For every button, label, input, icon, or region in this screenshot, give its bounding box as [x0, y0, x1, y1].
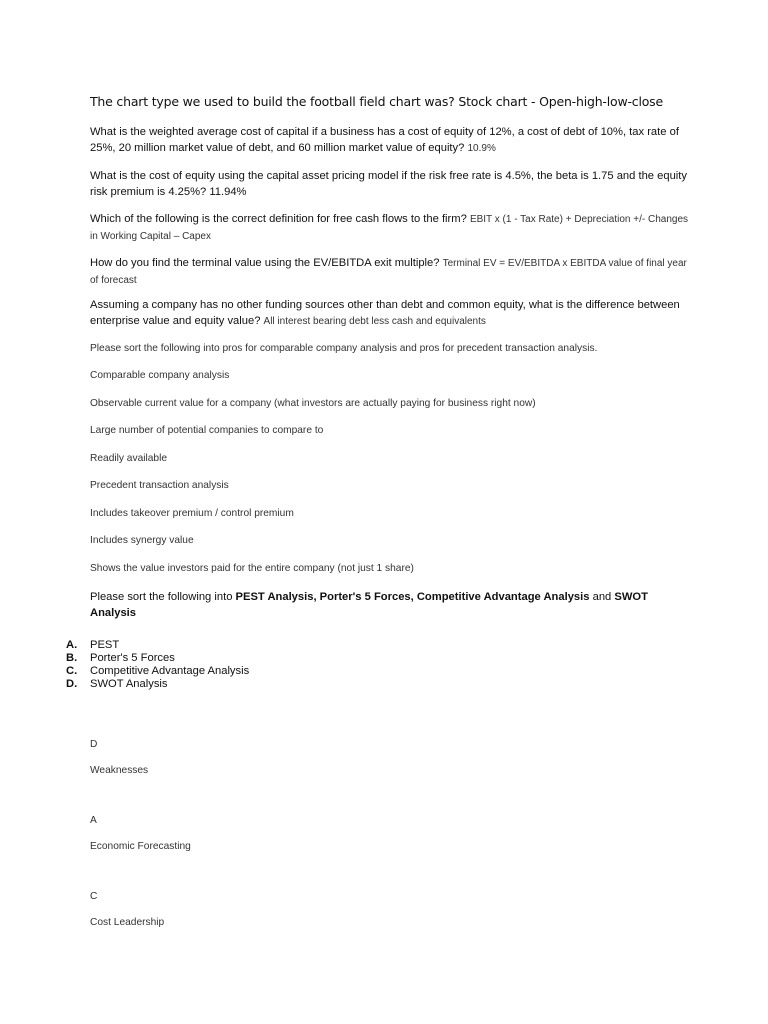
option-label: PEST: [90, 639, 120, 651]
page-heading: The chart type we used to build the football field chart was? Stock chart - Open-high-low-close: [90, 94, 663, 109]
option-marker: C.: [66, 665, 78, 677]
instruction-text: Please sort the following into: [90, 591, 236, 603]
answer-letter: D: [90, 739, 98, 750]
answer-item: Economic Forecasting: [90, 841, 191, 852]
answer-text: 10.9%: [467, 143, 496, 154]
sort-instruction-frameworks: [90, 589, 670, 621]
list-item: Readily available: [90, 453, 168, 464]
question-text: Which of the following is the correct definition for free cash flows to the firm?: [90, 213, 467, 225]
question-text: Assuming a company has no other funding sources other than debt and common equity, what is the difference between enterprise value and equity value?: [90, 299, 680, 327]
list-item: Includes synergy value: [90, 535, 194, 546]
answer-text: 11.94%: [209, 186, 247, 198]
list-item: Shows the value investors paid for the entire company (not just 1 share): [90, 563, 414, 574]
question-text: How do you find the terminal value using the EV/EBITDA exit multiple?: [90, 257, 440, 269]
option-pest: [66, 639, 249, 652]
list-item: Large number of potential companies to compare to: [90, 425, 324, 436]
question-text: What is the weighted average cost of capital if a business has a cost of equity of 12%, a cost of debt of 10%, tax rate of 25%, 20 million market value of debt, and 60 million market value of equity?: [90, 126, 679, 154]
instruction-text: and: [589, 591, 615, 603]
instruction-bold: SWOT Analysis: [90, 591, 648, 619]
question-ev-vs-equity: [90, 297, 690, 330]
answer-text: All interest bearing debt less cash and equivalents: [263, 316, 486, 327]
answer-item: Weaknesses: [90, 765, 149, 776]
answer-letter: C: [90, 891, 98, 902]
options-list: [66, 639, 249, 691]
answer-text: Terminal EV = EV/EBITDA x EBITDA value of final year of forecast: [90, 258, 687, 286]
option-marker: B.: [66, 652, 78, 664]
question-fcff: [90, 211, 690, 245]
question-capm: [90, 168, 690, 200]
question-text: What is the cost of equity using the capital asset pricing model if the risk free rate is 4.5%, the beta is 1.75 and the equity risk premium is 4.25%?: [90, 170, 687, 198]
question-terminal-value: [90, 255, 690, 289]
question-wacc: [90, 124, 690, 157]
list-item: Precedent transaction analysis: [90, 480, 229, 491]
option-label: Competitive Advantage Analysis: [90, 665, 250, 677]
answer-text: EBIT x (1 - Tax Rate) + Depreciation +/- Changes in Working Capital – Capex: [90, 214, 689, 242]
option-label: Porter's 5 Forces: [90, 652, 175, 664]
option-marker: A.: [66, 639, 78, 651]
list-item: Includes takeover premium / control premium: [90, 508, 294, 519]
instruction-bold: PEST Analysis, Porter's 5 Forces, Competitive Advantage Analysis: [235, 591, 590, 603]
option-label: SWOT Analysis: [90, 678, 168, 690]
list-item: Observable current value for a company (what investors are actually paying for business right now): [90, 398, 536, 409]
answer-item: Cost Leadership: [90, 917, 165, 928]
option-porters: [66, 652, 249, 665]
answer-letter: A: [90, 815, 97, 826]
option-swot: [66, 678, 249, 691]
option-competitive: [66, 665, 249, 678]
sort-instruction: Please sort the following into pros for comparable company analysis and pros for precedent transaction analysis.: [90, 343, 598, 354]
option-marker: D.: [66, 678, 78, 690]
list-item: Comparable company analysis: [90, 370, 230, 381]
